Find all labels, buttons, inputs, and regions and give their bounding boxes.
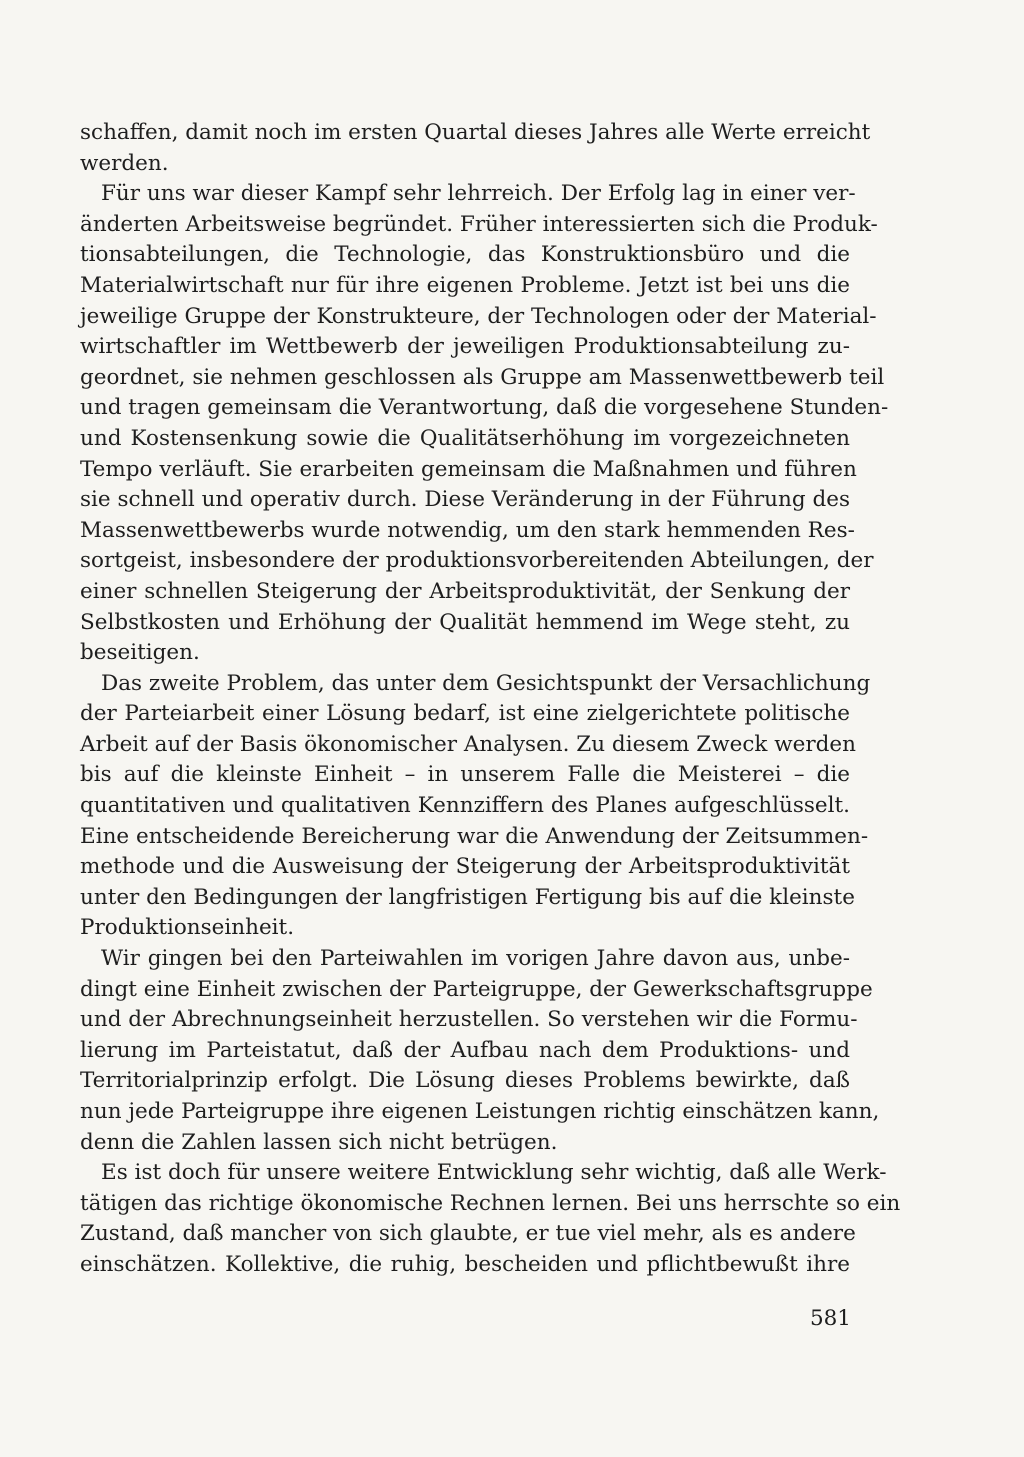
text-line: lierung im Parteistatut, daß der Aufbau nach dem Produktions- und [80, 1037, 850, 1063]
page-number: 581 [809, 1306, 851, 1331]
text-line: methode und die Ausweisung der Steigerung der Arbeitsproduktivität [80, 854, 850, 880]
text-line: Es ist doch für unsere weitere Entwicklung sehr wichtig, daß alle Werk- [101, 1160, 887, 1186]
text-line: bis auf die kleinste Einheit – in unserem Falle die Meisterei – die [80, 762, 850, 788]
text-line: änderten Arbeitsweise begründet. Früher interessierten sich die Produk- [80, 211, 878, 237]
text-line: Eine entscheidende Bereicherung war die Anwendung der Zeitsummen- [80, 823, 869, 849]
text-line: Produktionseinheit. [80, 915, 295, 941]
text-line: und tragen gemeinsam die Verantwortung, daß die vorgesehene Stunden- [80, 395, 889, 421]
text-line: jeweilige Gruppe der Konstrukteure, der Technologen oder der Material- [80, 303, 877, 329]
text-line: denn die Zahlen lassen sich nicht betrügen. [80, 1129, 558, 1155]
text-line: beseitigen. [80, 640, 200, 666]
text-line: Tempo verläuft. Sie erarbeiten gemeinsam die Maßnahmen und führen [80, 456, 857, 482]
text-line: der Parteiarbeit einer Lösung bedarf, ist eine zielgerichtete politische [80, 701, 850, 727]
text-line: dingt eine Einheit zwischen der Parteigruppe, der Gewerkschaftsgruppe [80, 976, 873, 1002]
text-line: werden. [80, 150, 169, 176]
text-line: und Kostensenkung sowie die Qualitätserhöhung im vorgezeichneten [80, 425, 850, 451]
text-line: Arbeit auf der Basis ökonomischer Analysen. Zu diesem Zweck werden [80, 731, 856, 757]
body-text [80, 118, 901, 1281]
text-line: wirtschaftler im Wettbewerb der jeweiligen Produktionsabteilung zu- [80, 334, 850, 360]
text-line: Das zweite Problem, das unter dem Gesichtspunkt der Versachlichung [101, 670, 871, 696]
text-line: einer schnellen Steigerung der Arbeitsproduktivität, der Senkung der [80, 578, 850, 604]
text-line: sie schnell und operativ durch. Diese Veränderung in der Führung des [80, 487, 850, 513]
text-line: sortgeist, insbesondere der produktionsvorbereitenden Abteilungen, der [80, 548, 874, 574]
text-line: Materialwirtschaft nur für ihre eigenen Probleme. Jetzt ist bei uns die [80, 272, 850, 298]
text-line: Wir gingen bei den Parteiwahlen im vorigen Jahre davon aus, unbe- [101, 946, 850, 972]
text-line: nun jede Parteigruppe ihre eigenen Leistungen richtig einschätzen kann, [80, 1099, 880, 1124]
text-line: Zustand, daß mancher von sich glaubte, er tue viel mehr, als es andere [80, 1221, 856, 1247]
text-line: einschätzen. Kollektive, die ruhig, bescheiden und pflichtbewußt ihre [80, 1251, 850, 1277]
text-line: Massenwettbewerbs wurde notwendig, um den stark hemmenden Res- [80, 517, 855, 543]
text-line: tätigen das richtige ökonomische Rechnen lernen. Bei uns herrschte so ein [80, 1190, 901, 1216]
text-line: und der Abrechnungseinheit herzustellen. So verstehen wir die Formu- [80, 1007, 858, 1033]
text-line: Für uns war dieser Kampf sehr lehrreich. Der Erfolg lag in einer ver- [101, 181, 856, 207]
text-line: Selbstkosten und Erhöhung der Qualität hemmend im Wege steht, zu [80, 609, 850, 635]
text-line: unter den Bedingungen der langfristigen Fertigung bis auf die kleinste [80, 884, 855, 910]
text-line: Territorialprinzip erfolgt. Die Lösung dieses Problems bewirkte, daß [80, 1068, 850, 1094]
text-line: schaffen, damit noch im ersten Quartal dieses Jahres alle Werte erreicht [80, 120, 871, 145]
text-line: geordnet, sie nehmen geschlossen als Gruppe am Massenwettbewerb teil [80, 364, 885, 390]
text-line: tionsabteilungen, die Technologie, das Konstruktionsbüro und die [80, 242, 850, 268]
text-line: quantitativen und qualitativen Kennziffern des Planes aufgeschlüsselt. [80, 793, 850, 819]
